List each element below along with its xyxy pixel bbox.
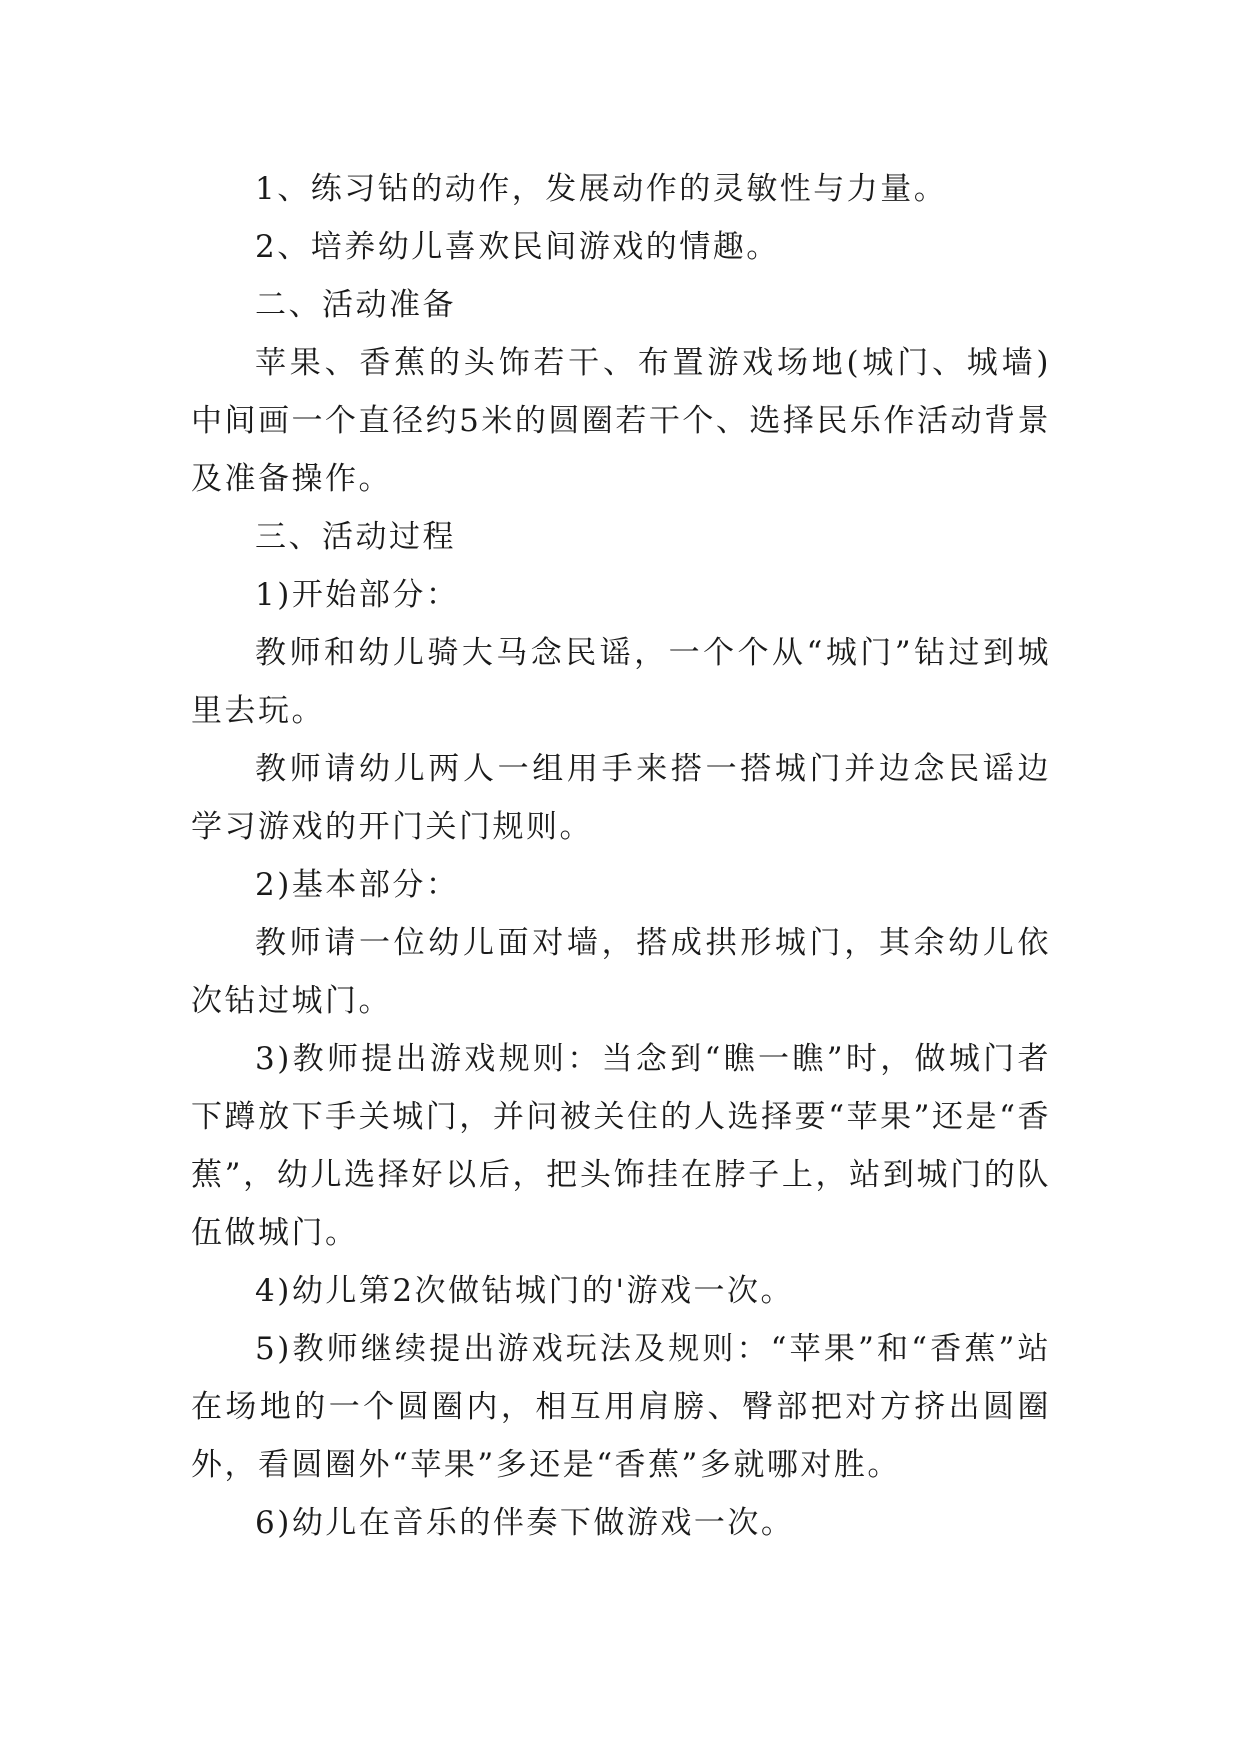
basic-paragraph-1: 教师请一位幼儿面对墙，搭成拱形城门，其余幼儿依次钻过城门。 xyxy=(191,925,1051,1019)
step-4: 4)幼儿第2次做钻城门的'游戏一次。 xyxy=(255,1273,795,1309)
step-6: 6)幼儿在音乐的伴奏下做游戏一次。 xyxy=(255,1505,795,1541)
goal-item-2: 2、培养幼儿喜欢民间游戏的情趣。 xyxy=(255,229,780,265)
step-3-rules: 3)教师提出游戏规则：当念到“瞧一瞧”时，做城门者下蹲放下手关城门，并问被关住的人选择要“苹果”还是“香蕉”，幼儿选择好以后，把头饰挂在脖子上，站到城门的队伍做城门。 xyxy=(191,1041,1051,1251)
goal-item-1: 1、练习钻的动作，发展动作的灵敏性与力量。 xyxy=(255,171,948,207)
preparation-text: 苹果、香蕉的头饰若干、布置游戏场地(城门、城墙)中间画一个直径约5米的圆圈若干个、选择民乐作活动背景及准备操作。 xyxy=(191,345,1051,497)
document-body xyxy=(191,160,1051,1552)
section-heading-preparation: 二、活动准备 xyxy=(255,287,456,323)
step-heading-start: 1)开始部分： xyxy=(255,577,460,613)
start-paragraph-1: 教师和幼儿骑大马念民谣，一个个从“城门”钻过到城里去玩。 xyxy=(191,635,1051,729)
step-heading-basic: 2)基本部分： xyxy=(255,867,460,903)
step-5-rules: 5)教师继续提出游戏玩法及规则：“苹果”和“香蕉”站在场地的一个圆圈内，相互用肩膀、臀部把对方挤出圆圈外，看圆圈外“苹果”多还是“香蕉”多就哪对胜。 xyxy=(191,1331,1051,1483)
section-heading-process: 三、活动过程 xyxy=(255,519,456,555)
start-paragraph-2: 教师请幼儿两人一组用手来搭一搭城门并边念民谣边学习游戏的开门关门规则。 xyxy=(191,751,1051,845)
